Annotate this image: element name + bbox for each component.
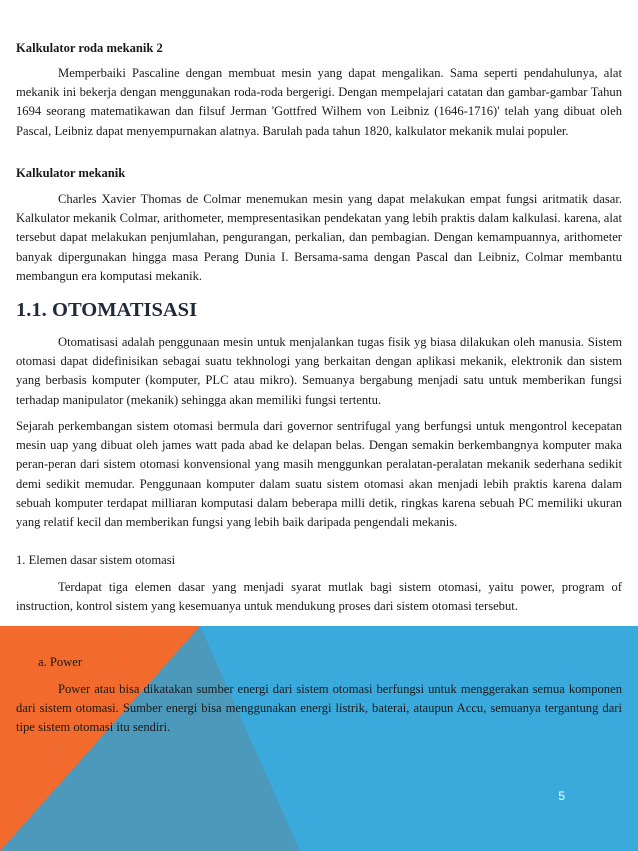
section-title-otomatisasi	[16, 298, 197, 322]
paragraph-roda2: Memperbaiki Pascaline dengan membuat mesin yang dapat mengalikan. Sama seperti pendahulunya, alat mekanik ini bekerja dengan menggunakan roda-roda bergerigi. Dengan mempelajari catatan dan gambar-gambar Tahun 1694 seorang matematikawan dan filsuf Jerman 'Gottfred Wilhem von Leibniz (1646-1716)' telah yang dibuat oleh Pascal, Leibniz dapat menyempurnakan alatnya. Barulah pada tahun 1820, kalkulator mekanik mulai populer.	[16, 66, 622, 138]
paragraph-mekanik: Charles Xavier Thomas de Colmar menemukan mesin yang dapat melakukan empat fungsi aritmatik dasar. Kalkulator mekanik Colmar, arithometer, mempresentasikan pendekatan yang lebih praktis dalam kalkulasi. karena, alat tersebut dapat melakukan penjumlahan, pengurangan, perkalian, dan pembagian. Dengan kemampuannya, arithometer banyak dipergunakan hingga masa Perang Dunia I. Bersama-sama dengan Pascal dan Leibniz, Colmar membantu membangun era komputasi mekanik.	[16, 192, 622, 283]
page-number: 5	[558, 789, 565, 803]
heading-kalkulator-mekanik: Kalkulator mekanik	[16, 166, 126, 180]
sub-item-power: a. Power	[38, 655, 83, 669]
paragraph-power: Power atau bisa dikatakan sumber energi dari sistem otomasi berfungsi untuk menggerakan semua komponen dari sistem otomasi. Sumber energi bisa menggunakan energi listrik, baterai, ataupun Accu, semuanya tergantung dari tipe sistem otomasi itu sendiri.	[16, 682, 622, 735]
section-title-text: OTOMATISASI	[52, 299, 198, 321]
list-item-elemen-dasar: 1. Elemen dasar sistem otomasi	[16, 553, 176, 567]
footer-decoration	[0, 626, 638, 851]
paragraph-otomatisasi-2: Sejarah perkembangan sistem otomasi bermula dari governor sentrifugal yang berfungsi untuk mengontrol kecepatan mesin uap yang dibuat oleh james watt pada abad ke delapan belas. Dengan semakin berkembangnya komputer maka peran-peran dari sistem otomasi konvensional yang masih menggunkan peralatan-peralatan mekanik sederhana sedikit demi sedikit memudar. Penggunaan komputer dalam suatu sistem otomasi akan menjadi lebih praktis karena dalam sebuah komputer terdapat milliaran komputasi dalam beberapa milli detik, ringkas karena sebuah PC memiliki ukuran yang relatif kecil dan memberikan fungsi yang lebih baik daripada pengendali mekanis.	[16, 419, 622, 530]
heading-kalkulator-roda-mekanik-2: Kalkulator roda mekanik 2	[16, 41, 163, 55]
paragraph-otomatisasi-1: Otomatisasi adalah penggunaan mesin untuk menjalankan tugas fisik yg biasa dilakukan oleh manusia. Sistem otomasi dapat didefinisikan sebagai suatu tekhnologi yang berkaitan dengan aplikasi mekanik, elektronik dan sistem yang berbasis komputer (komputer, PLC atau mikro). Semuanya bergabung menjadi satu untuk memberikan fungsi terhadap manipulator (mekanik) sehingga akan memiliki fungsi tertentu.	[16, 335, 622, 407]
section-number: 1.1.	[16, 299, 47, 321]
paragraph-elemen-dasar: Terdapat tiga elemen dasar yang menjadi syarat mutlak bagi sistem otomasi, yaitu power, program of instruction, kontrol sistem yang kesemuanya untuk mendukung proses dari sistem otomasi tersebut.	[16, 580, 622, 614]
